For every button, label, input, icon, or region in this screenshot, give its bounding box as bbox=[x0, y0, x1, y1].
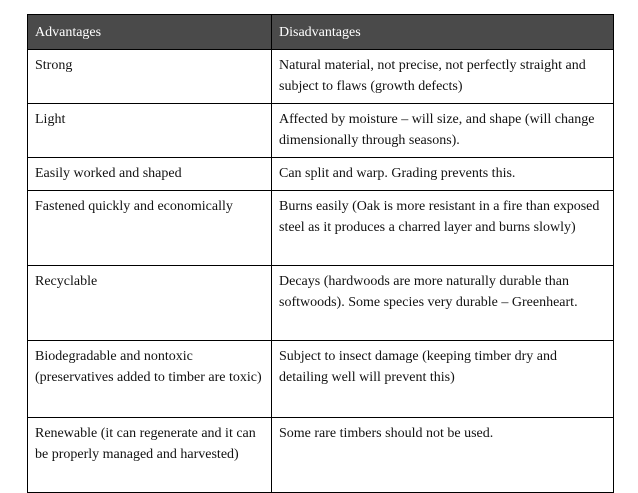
disadvantage-cell: Burns easily (Oak is more resistant in a fire than exposed steel as it produces a charred layer and burns slowly) bbox=[272, 191, 614, 266]
advantages-disadvantages-table bbox=[27, 14, 614, 493]
advantage-cell: Easily worked and shaped bbox=[28, 158, 272, 191]
table-row bbox=[28, 50, 614, 104]
header-disadvantages: Disadvantages bbox=[272, 15, 614, 50]
table-body bbox=[28, 50, 614, 493]
advantage-cell: Fastened quickly and economically bbox=[28, 191, 272, 266]
disadvantage-cell: Can split and warp. Grading prevents this. bbox=[272, 158, 614, 191]
advantage-cell: Recyclable bbox=[28, 266, 272, 341]
table-row bbox=[28, 341, 614, 418]
table-row bbox=[28, 191, 614, 266]
advantage-cell: Biodegradable and nontoxic (preservatives added to timber are toxic) bbox=[28, 341, 272, 418]
disadvantage-cell: Some rare timbers should not be used. bbox=[272, 418, 614, 493]
disadvantage-cell: Natural material, not precise, not perfectly straight and subject to flaws (growth defects) bbox=[272, 50, 614, 104]
disadvantage-cell: Decays (hardwoods are more naturally durable than softwoods). Some species very durable – Greenheart. bbox=[272, 266, 614, 341]
table-header bbox=[28, 15, 614, 50]
disadvantage-cell: Subject to insect damage (keeping timber dry and detailing well will prevent this) bbox=[272, 341, 614, 418]
header-advantages: Advantages bbox=[28, 15, 272, 50]
table-row bbox=[28, 418, 614, 493]
table-row bbox=[28, 158, 614, 191]
table-row bbox=[28, 266, 614, 341]
table-row bbox=[28, 104, 614, 158]
advantage-cell: Light bbox=[28, 104, 272, 158]
header-row bbox=[28, 15, 614, 50]
advantage-cell: Strong bbox=[28, 50, 272, 104]
disadvantage-cell: Affected by moisture – will size, and shape (will change dimensionally through seasons). bbox=[272, 104, 614, 158]
advantage-cell: Renewable (it can regenerate and it can be properly managed and harvested) bbox=[28, 418, 272, 493]
